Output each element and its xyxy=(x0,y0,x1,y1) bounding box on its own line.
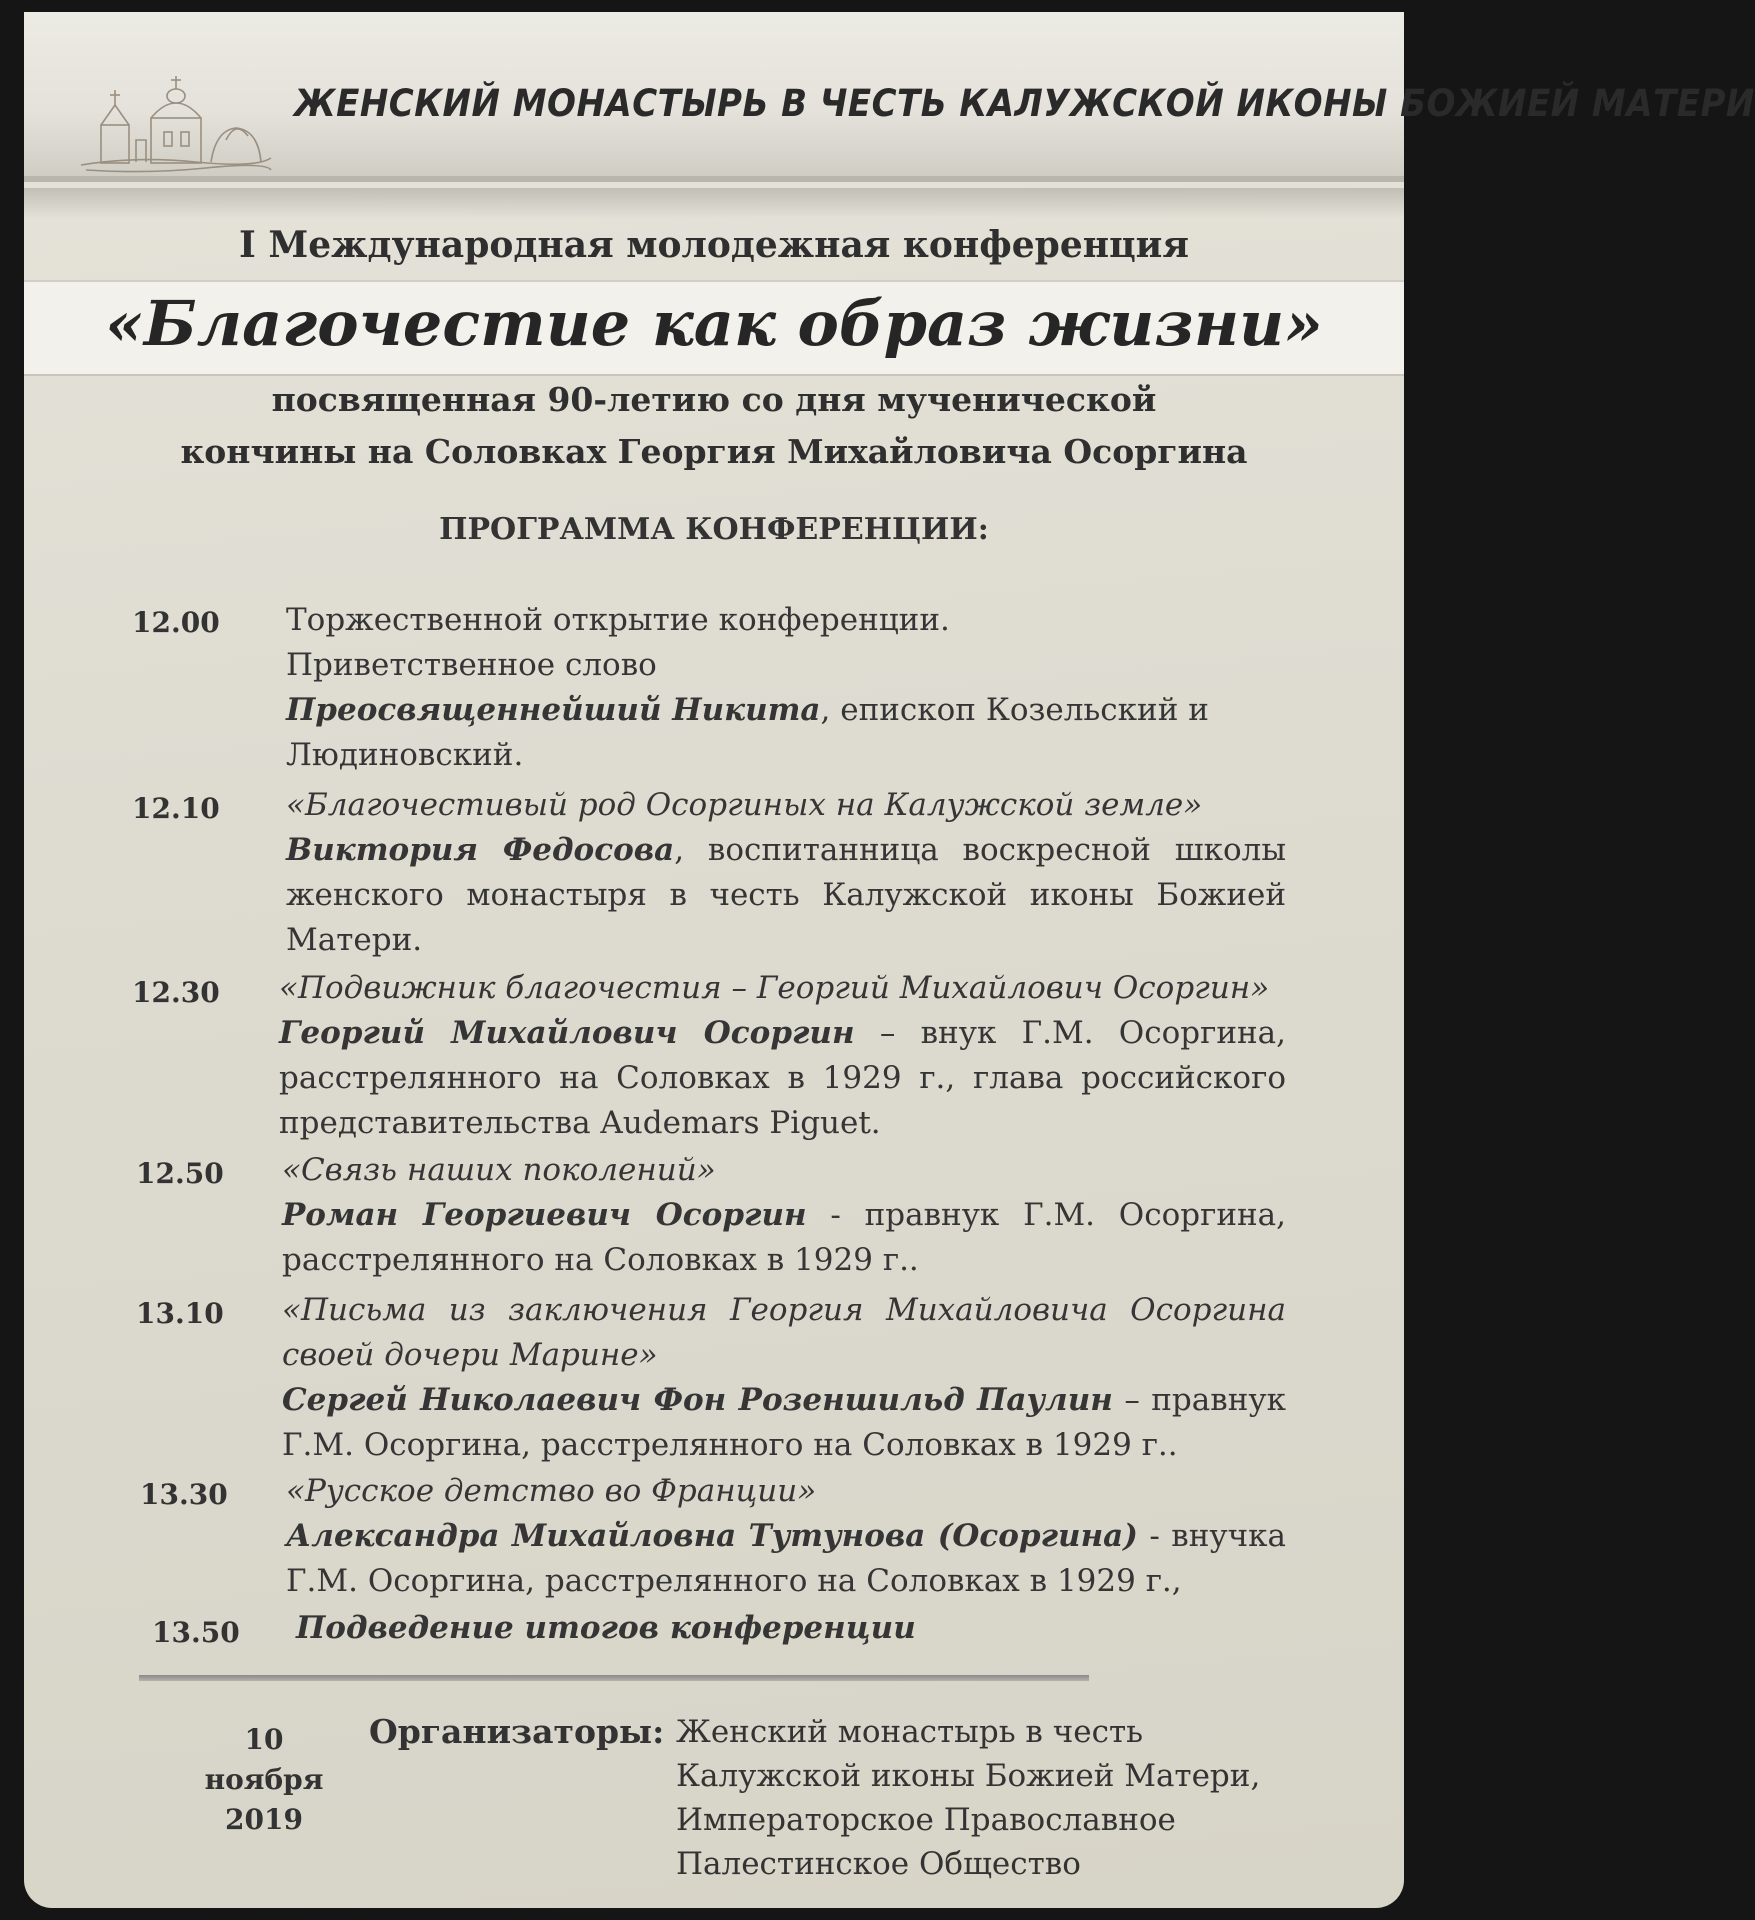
program-line: Людиновский. xyxy=(286,737,524,773)
organizers-label: Организаторы: xyxy=(369,1712,665,1751)
program-line: Матери. xyxy=(286,922,423,958)
organizer-line: Калужской иконы Божией Матери, xyxy=(676,1758,1261,1794)
program-time: 12.50 xyxy=(136,1157,224,1190)
organizer-line: Женский монастырь в честь xyxy=(676,1714,1143,1750)
program-time: 13.50 xyxy=(152,1616,240,1649)
program-line: представительства Audemars Piguet. xyxy=(279,1105,881,1141)
monastery-sketch-logo xyxy=(76,70,276,180)
speaker-role: – правнук xyxy=(1112,1382,1286,1418)
speaker-role: - правнук Г.М. Осоргина, xyxy=(806,1197,1286,1233)
closing-session: Подведение итогов конференции xyxy=(296,1610,916,1646)
program-line xyxy=(286,1518,1286,1554)
program-line xyxy=(286,692,1209,728)
program-line: расстрелянного на Соловках в 1929 г.. xyxy=(282,1242,919,1278)
speaker-name: Георгий Михайлович Осоргин xyxy=(279,1015,855,1051)
event-date xyxy=(184,1720,344,1840)
speaker-name: Сергей Николаевич Фон Розеншильд Паулин xyxy=(282,1382,1113,1418)
speaker-name: Александра Михайловна Тутунова (Осоргина) xyxy=(286,1518,1138,1554)
program-line xyxy=(282,1382,1286,1418)
program-line xyxy=(282,1197,1286,1233)
program-heading: ПРОГРАММА КОНФЕРЕНЦИИ: xyxy=(439,512,989,547)
program-line: расстрелянного на Соловках в 1929 г., глава российского xyxy=(279,1060,1286,1096)
talk-title: «Письма из заключения Георгия Михайловича Осоргина xyxy=(282,1292,1286,1328)
speaker-name: Преосвященнейший Никита xyxy=(286,692,821,728)
organizers-list xyxy=(676,1710,1260,1886)
program-time: 13.10 xyxy=(136,1297,224,1330)
talk-title: «Русское детство во Франции» xyxy=(286,1473,817,1509)
conference-subtitle: I Международная молодежная конференция xyxy=(239,224,1189,266)
date-day: 10 xyxy=(244,1723,284,1756)
conference-dedication xyxy=(24,374,1404,478)
speaker-role: – внук Г.М. Осоргина, xyxy=(854,1015,1286,1051)
program-line xyxy=(286,832,1286,868)
speaker-role: , воспитанница воскресной школы xyxy=(674,832,1286,868)
organizer-line: Палестинское Общество xyxy=(676,1846,1081,1882)
speaker-role: - внучка xyxy=(1137,1518,1287,1554)
dedication-line: кончины на Соловках Георгия Михайловича Осоргина xyxy=(180,432,1248,471)
program-line xyxy=(279,1015,1286,1051)
monastery-name: ЖЕНСКИЙ МОНАСТЫРЬ В ЧЕСТЬ КАЛУЖСКОЙ ИКОНЫ БОЖИЕЙ МАТЕРИ xyxy=(294,82,1755,125)
talk-title: «Благочестивый род Осоргиных на Калужской земле» xyxy=(286,787,1203,823)
program-time: 12.00 xyxy=(132,606,220,639)
date-month: ноября xyxy=(204,1763,324,1796)
organizer-line: Императорское Православное xyxy=(676,1802,1176,1838)
program-line: Торжественной открытие конференции. xyxy=(286,602,950,638)
program-line: женского монастыря в честь Калужской иконы Божией xyxy=(286,877,1286,913)
speaker-name: Роман Георгиевич Осоргин xyxy=(282,1197,807,1233)
program-flyer xyxy=(24,12,1755,1908)
program-line: Г.М. Осоргина, расстрелянного на Соловках в 1929 г.. xyxy=(282,1427,1178,1463)
talk-title: своей дочери Марине» xyxy=(282,1337,658,1373)
program-time: 12.30 xyxy=(132,976,220,1009)
speaker-name: Виктория Федосова xyxy=(286,832,675,868)
footer-divider xyxy=(139,1675,1089,1681)
talk-title: «Подвижник благочестия – Георгий Михайлович Осоргин» xyxy=(279,970,1270,1006)
program-line: Г.М. Осоргина, расстрелянного на Соловках в 1929 г., xyxy=(286,1563,1182,1599)
conference-title: «Благочестие как образ жизни» xyxy=(105,287,1323,360)
date-year: 2019 xyxy=(225,1803,303,1836)
program-time: 13.30 xyxy=(140,1478,228,1511)
program-line: Приветственное слово xyxy=(286,647,657,683)
dedication-line: посвященная 90-летию со дня мученической xyxy=(271,380,1157,419)
program-time: 12.10 xyxy=(132,792,220,825)
speaker-role: , епископ Козельский и xyxy=(820,692,1209,728)
talk-title: «Связь наших поколений» xyxy=(282,1152,716,1188)
header-shadow xyxy=(24,188,1404,218)
